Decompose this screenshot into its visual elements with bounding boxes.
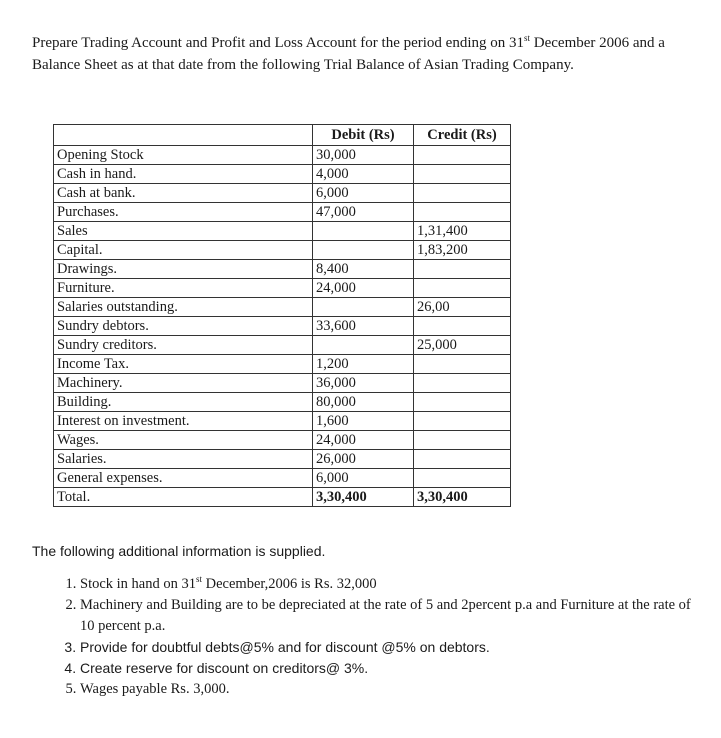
debit-cell: 1,600: [313, 412, 414, 431]
debit-cell: [313, 222, 414, 241]
debit-cell: 26,000: [313, 450, 414, 469]
account-cell: Purchases.: [54, 203, 313, 222]
credit-cell: [414, 393, 511, 412]
account-cell: Salaries.: [54, 450, 313, 469]
table-row: [54, 317, 511, 336]
credit-cell: [414, 355, 511, 374]
credit-cell: [414, 165, 511, 184]
debit-cell: 36,000: [313, 374, 414, 393]
trial-balance-table: [53, 124, 511, 507]
debit-cell: [313, 298, 414, 317]
account-cell: Sundry creditors.: [54, 336, 313, 355]
intro-text-part1: Prepare Trading Account and Profit and Loss Account for the period ending on 31: [32, 35, 524, 51]
debit-cell: 30,000: [313, 146, 414, 165]
header-debit: Debit (Rs): [313, 125, 414, 146]
intro-superscript: st: [524, 33, 531, 43]
account-cell: Machinery.: [54, 374, 313, 393]
total-debit-cell: 3,30,400: [313, 488, 414, 507]
credit-cell: [414, 317, 511, 336]
table-row: [54, 222, 511, 241]
debit-cell: 33,600: [313, 317, 414, 336]
item1-text-part1: Stock in hand on 31: [80, 576, 196, 592]
account-cell: Wages.: [54, 431, 313, 450]
table-row: [54, 412, 511, 431]
debit-cell: 4,000: [313, 165, 414, 184]
table-row: [54, 260, 511, 279]
table-row: [54, 184, 511, 203]
account-cell: Cash in hand.: [54, 165, 313, 184]
additional-info-lead: The following additional information is supplied.: [32, 543, 326, 559]
credit-cell: [414, 374, 511, 393]
table-header-row: [54, 125, 511, 146]
header-credit: Credit (Rs): [414, 125, 511, 146]
account-cell: Opening Stock: [54, 146, 313, 165]
debit-cell: 6,000: [313, 469, 414, 488]
list-item: 3. Provide for doubtful debts@5% and for discount @5% on debtors.: [80, 637, 692, 658]
account-cell: Capital.: [54, 241, 313, 260]
table-row: [54, 279, 511, 298]
list-item: 2. Machinery and Building are to be depreciated at the rate of 5 and 2percent p.a and Furniture at the rate of 10 percent p.a.: [80, 595, 692, 637]
list-item: 4. Create reserve for discount on creditors@ 3%.: [80, 658, 692, 679]
credit-cell: 1,83,200: [414, 241, 511, 260]
account-cell: Sales: [54, 222, 313, 241]
account-cell: Sundry debtors.: [54, 317, 313, 336]
table-row: [54, 450, 511, 469]
debit-cell: 24,000: [313, 431, 414, 450]
debit-cell: [313, 336, 414, 355]
debit-cell: 80,000: [313, 393, 414, 412]
table-row: [54, 241, 511, 260]
account-cell: Interest on investment.: [54, 412, 313, 431]
credit-cell: [414, 260, 511, 279]
table-row: [54, 203, 511, 222]
debit-cell: [313, 241, 414, 260]
debit-cell: 47,000: [313, 203, 414, 222]
account-cell: Building.: [54, 393, 313, 412]
table-total-row: [54, 488, 511, 507]
account-cell: Cash at bank.: [54, 184, 313, 203]
credit-cell: [414, 279, 511, 298]
credit-cell: [414, 431, 511, 450]
list-item: 5. Wages payable Rs. 3,000.: [80, 679, 692, 700]
question-intro: [32, 32, 692, 76]
table-row: [54, 298, 511, 317]
debit-cell: 8,400: [313, 260, 414, 279]
debit-cell: 6,000: [313, 184, 414, 203]
debit-cell: 1,200: [313, 355, 414, 374]
account-cell: Income Tax.: [54, 355, 313, 374]
account-cell: General expenses.: [54, 469, 313, 488]
table-row: [54, 374, 511, 393]
table-row: [54, 165, 511, 184]
table-row: [54, 431, 511, 450]
credit-cell: [414, 469, 511, 488]
table-row: [54, 336, 511, 355]
header-account: [54, 125, 313, 146]
intro-text-part2: December 2006 and a Balance Sheet as at that date from the following Trial Balance of Asian Trading Company.: [32, 35, 665, 73]
credit-cell: 1,31,400: [414, 222, 511, 241]
credit-cell: [414, 412, 511, 431]
credit-cell: [414, 146, 511, 165]
credit-cell: [414, 203, 511, 222]
credit-cell: [414, 450, 511, 469]
credit-cell: 25,000: [414, 336, 511, 355]
credit-cell: 26,00: [414, 298, 511, 317]
total-label-cell: Total.: [54, 488, 313, 507]
total-credit-cell: 3,30,400: [414, 488, 511, 507]
table-row: [54, 393, 511, 412]
account-cell: Furniture.: [54, 279, 313, 298]
table-row: [54, 469, 511, 488]
item1-text-part2: December,2006 is Rs. 32,000: [202, 576, 377, 592]
list-item: [80, 574, 692, 595]
account-cell: Drawings.: [54, 260, 313, 279]
item1-superscript: st: [196, 574, 203, 585]
account-cell: Salaries outstanding.: [54, 298, 313, 317]
credit-cell: [414, 184, 511, 203]
additional-info-list: [32, 574, 692, 700]
debit-cell: 24,000: [313, 279, 414, 298]
table-row: [54, 355, 511, 374]
table-row: [54, 146, 511, 165]
